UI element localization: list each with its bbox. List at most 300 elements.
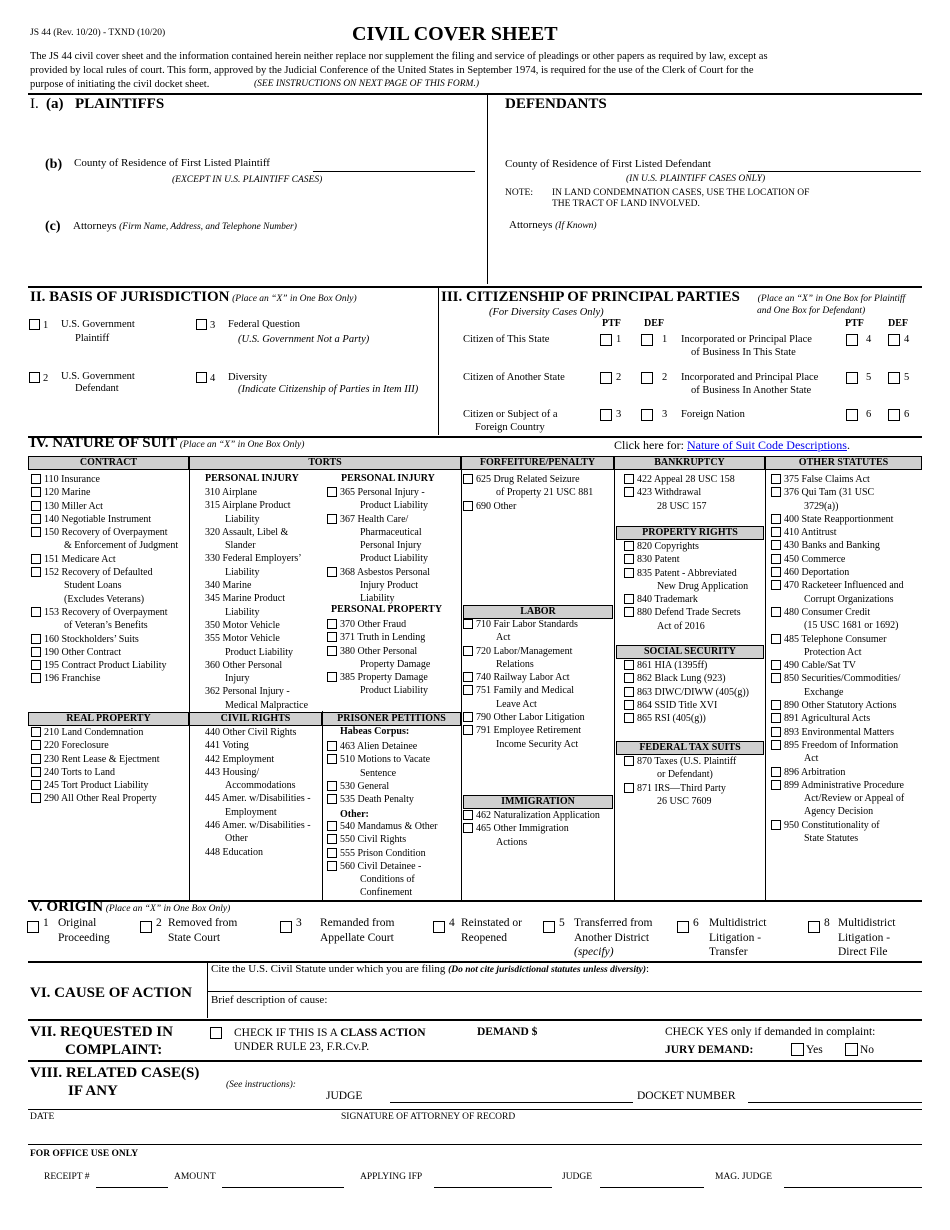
def-num: 2 [662, 372, 668, 383]
class-action-label: CHECK IF THIS IS A CLASS ACTION [234, 1027, 426, 1039]
nos-item-text: Act/Review or Appeal of [804, 793, 905, 805]
def-header-2: DEF [888, 318, 908, 329]
nos-item[interactable] [476, 822, 600, 849]
origin-label: Reinstated or Reopened [461, 917, 522, 944]
jurisdiction-4-note: (Indicate Citizenship of Parties in Item III) [238, 384, 419, 395]
nos-item[interactable] [784, 672, 904, 699]
section-ii-title: II. BASIS OF JURISDICTION (Place an “X” in One Box Only) [30, 289, 357, 305]
nos-item-text: 540 Mandamus & Other [340, 821, 438, 832]
jurisdiction-3-note: (U.S. Government Not a Party) [238, 334, 370, 345]
nos-checkbox[interactable] [624, 783, 634, 793]
nos-checkbox[interactable] [771, 474, 781, 484]
amount-field[interactable] [222, 1187, 344, 1188]
nos-item[interactable] [784, 659, 904, 672]
nos-checkbox[interactable] [771, 727, 781, 737]
nos-item[interactable] [784, 819, 904, 846]
nos-checkbox[interactable] [624, 487, 634, 497]
brief-description-label: Brief description of cause: [211, 994, 328, 1006]
nos-item-text: 210 Land Condemnation [44, 727, 144, 738]
nos-checkbox[interactable] [624, 474, 634, 484]
nos-item[interactable] [784, 726, 904, 739]
nos-item[interactable] [205, 792, 311, 819]
origin-2-checkbox[interactable] [140, 921, 152, 933]
jury-no-checkbox[interactable] [845, 1043, 858, 1056]
class-action-checkbox[interactable] [210, 1027, 222, 1039]
nos-checkbox[interactable] [463, 619, 473, 629]
attorneys-plaintiff: Attorneys (Firm Name, Address, and Telephone Number) [73, 220, 297, 232]
nos-item[interactable] [205, 499, 308, 526]
section-iii-title: III. CITIZENSHIP OF PRINCIPAL PARTIES [441, 289, 740, 305]
social-security-list [637, 659, 749, 725]
nos-checkbox[interactable] [771, 713, 781, 723]
nos-item[interactable] [637, 486, 735, 513]
nos-item[interactable] [44, 779, 160, 792]
nos-item[interactable] [784, 553, 904, 566]
nos-item[interactable] [784, 486, 904, 513]
jurisdiction-4-label: Diversity [228, 372, 268, 383]
nos-item-text: 690 Other [476, 500, 517, 512]
section-i-b: (b) [45, 157, 63, 172]
nos-checkbox[interactable] [624, 541, 634, 551]
nos-checkbox[interactable] [463, 474, 473, 484]
origin-label: Remanded from Appellate Court [320, 917, 395, 944]
mag-judge-label: MAG. JUDGE [715, 1172, 772, 1182]
nos-item-text: 448 Education [205, 846, 264, 858]
nos-item[interactable] [340, 618, 430, 631]
nos-checkbox[interactable] [327, 741, 337, 751]
nos-checkbox[interactable] [31, 647, 41, 657]
nos-item-text: Accommodations [225, 780, 296, 792]
contract-list [44, 473, 178, 686]
nos-checkbox[interactable] [624, 554, 634, 564]
ptf-header-1: PTF [602, 318, 621, 329]
docket-number-field[interactable] [748, 1102, 922, 1103]
nos-item-text: 840 Trademark [637, 594, 698, 606]
nos-item[interactable] [44, 766, 160, 779]
nos-item[interactable] [205, 526, 308, 553]
jurisdiction-2-checkbox[interactable] [29, 372, 40, 383]
nos-item-text: New Drug Application [657, 580, 749, 592]
nos-item[interactable] [44, 526, 178, 553]
nos-item[interactable] [784, 526, 904, 539]
jurisdiction-4-num: 4 [210, 373, 216, 384]
nos-item-text: 470 Racketeer Influenced and [784, 580, 904, 592]
nos-checkbox[interactable] [624, 660, 634, 670]
nos-item[interactable] [784, 566, 904, 579]
defendant-county-note: (IN U.S. PLAINTIFF CASES ONLY) [626, 174, 766, 184]
nos-checkbox[interactable] [771, 700, 781, 710]
nos-item[interactable] [44, 672, 178, 685]
receipt-field[interactable] [96, 1187, 168, 1188]
nos-item[interactable] [44, 606, 178, 633]
nos-item-text: Product Liability [360, 500, 429, 512]
ptf-6-checkbox[interactable] [846, 409, 858, 421]
nos-checkbox[interactable] [771, 554, 781, 564]
nos-checkbox[interactable] [624, 687, 634, 697]
nos-checkbox[interactable] [624, 568, 634, 578]
nos-item-text: 315 Airplane Product [205, 500, 291, 512]
nos-checkbox[interactable] [463, 823, 473, 833]
defendant-county-label: County of Residence of First Listed Defendant [505, 158, 711, 170]
nos-item[interactable] [637, 699, 749, 712]
nos-checkbox[interactable] [327, 672, 337, 682]
related-judge-field[interactable] [390, 1102, 633, 1103]
nos-item[interactable] [340, 780, 430, 793]
nos-item-text: 899 Administrative Procedure [784, 779, 904, 791]
origin-label: Original Proceeding [58, 917, 110, 944]
nos-checkbox[interactable] [31, 607, 41, 617]
nos-item[interactable] [340, 793, 430, 806]
nos-code-descriptions-link[interactable]: Nature of Suit Code Descriptions [686, 438, 847, 452]
nos-item[interactable] [44, 486, 178, 499]
nos-checkbox[interactable] [624, 594, 634, 604]
nos-item[interactable] [637, 686, 749, 699]
jury-no-label: No [860, 1044, 875, 1056]
nos-item[interactable] [637, 593, 748, 606]
nos-checkbox[interactable] [771, 487, 781, 497]
nos-item-text: 880 Defend Trade Secrets [637, 607, 741, 619]
nos-item[interactable] [784, 739, 904, 766]
nos-checkbox[interactable] [771, 607, 781, 617]
nos-item[interactable] [340, 566, 430, 606]
nos-item[interactable] [205, 659, 308, 686]
nos-item[interactable] [44, 739, 160, 752]
nos-item-text: Pharmaceutical [360, 526, 422, 538]
nos-checkbox[interactable] [327, 848, 337, 858]
def-6-checkbox[interactable] [888, 409, 900, 421]
nos-item[interactable] [44, 566, 178, 606]
def-3-checkbox[interactable] [641, 409, 653, 421]
other-statutes-header: OTHER STATUTES [765, 456, 922, 470]
nos-item-text: 485 Telephone Consumer [784, 633, 887, 645]
jurisdiction-3-checkbox[interactable] [196, 319, 207, 330]
origin-label: Transferred from Another District (specify) [574, 917, 653, 958]
nos-item[interactable] [476, 500, 593, 513]
amount-label: AMOUNT [174, 1172, 216, 1182]
nos-item-text: 151 Medicare Act [44, 553, 116, 565]
nos-item-text: 375 False Claims Act [784, 474, 870, 485]
nos-item-text: Protection Act [804, 646, 862, 658]
intro-line-2: provided by local rules of court. This form, approved by the Judicial Conference of the United States in September 1974, is required for the use of the Clerk of Court for the [30, 65, 754, 76]
nos-item-text: 345 Marine Product [205, 593, 285, 605]
nos-item[interactable] [340, 833, 438, 846]
nos-item-text: 865 RSI (405(g)) [637, 713, 706, 725]
nos-checkbox[interactable] [463, 646, 473, 656]
nos-checkbox[interactable] [771, 767, 781, 777]
origin-5-checkbox[interactable] [543, 921, 555, 933]
nos-checkbox[interactable] [327, 646, 337, 656]
def-2-checkbox[interactable] [641, 372, 653, 384]
nos-item[interactable] [205, 486, 308, 499]
nos-item-text: 26 USC 7609 [657, 795, 712, 807]
nos-checkbox[interactable] [31, 514, 41, 524]
nos-item[interactable] [784, 699, 904, 712]
nos-item[interactable] [637, 553, 748, 566]
office-judge-field[interactable] [600, 1187, 704, 1188]
receipt-label: RECEIPT # [44, 1172, 90, 1182]
def-num-2: 5 [904, 372, 910, 383]
ptf-3-checkbox[interactable] [600, 409, 612, 421]
nos-checkbox[interactable] [624, 673, 634, 683]
nos-checkbox[interactable] [463, 810, 473, 820]
nos-item[interactable] [205, 846, 311, 859]
nos-item[interactable] [476, 711, 585, 724]
nos-checkbox[interactable] [327, 487, 337, 497]
nos-item[interactable] [340, 513, 430, 566]
nos-checkbox[interactable] [31, 567, 41, 577]
nos-item[interactable] [44, 473, 178, 486]
nos-checkbox[interactable] [771, 634, 781, 644]
nos-checkbox[interactable] [463, 672, 473, 682]
nos-item[interactable] [637, 473, 735, 486]
origin-label: Removed from State Court [168, 917, 238, 944]
nos-item[interactable] [205, 766, 311, 793]
nos-item[interactable] [637, 567, 748, 594]
origin-4-checkbox[interactable] [433, 921, 445, 933]
nos-item[interactable] [340, 486, 430, 513]
nos-checkbox[interactable] [31, 527, 41, 537]
nos-item[interactable] [784, 539, 904, 552]
nos-checkbox[interactable] [624, 756, 634, 766]
nos-checkbox[interactable] [31, 474, 41, 484]
nos-item-text: Relations [496, 658, 534, 670]
mag-judge-field[interactable] [784, 1187, 922, 1188]
nos-item-text: 220 Foreclosure [44, 740, 109, 752]
nos-item[interactable] [340, 753, 430, 780]
nos-checkbox[interactable] [624, 713, 634, 723]
nos-item[interactable] [340, 631, 430, 644]
nos-checkbox[interactable] [31, 501, 41, 511]
nos-item-text: 422 Appeal 28 USC 158 [637, 474, 735, 485]
nos-item[interactable] [476, 684, 585, 711]
nos-item[interactable] [637, 672, 749, 685]
nos-item[interactable] [784, 513, 904, 526]
nos-checkbox[interactable] [771, 514, 781, 524]
nos-checkbox[interactable] [771, 740, 781, 750]
section-iv-title: IV. NATURE OF SUIT (Place an “X” in One Box Only) [30, 435, 305, 451]
nos-checkbox[interactable] [31, 487, 41, 497]
nos-checkbox[interactable] [771, 820, 781, 830]
nos-item[interactable] [44, 753, 160, 766]
defendant-county-field[interactable] [748, 171, 921, 172]
nos-checkbox[interactable] [463, 501, 473, 511]
nos-item-text: 891 Agricultural Acts [784, 713, 871, 725]
ifp-field[interactable] [434, 1187, 552, 1188]
nos-item-text: 720 Labor/Management [476, 645, 573, 657]
nos-item[interactable] [340, 860, 438, 900]
nos-checkbox[interactable] [327, 861, 337, 871]
nos-item[interactable] [44, 659, 178, 672]
nos-item[interactable] [784, 633, 904, 660]
origin-6-checkbox[interactable] [677, 921, 689, 933]
nos-item-text: Product Liability [225, 646, 294, 658]
nos-item[interactable] [44, 553, 178, 566]
nos-item[interactable] [637, 659, 749, 672]
nos-item[interactable] [340, 740, 430, 753]
nos-checkbox[interactable] [463, 712, 473, 722]
ifp-label: APPLYING IFP [360, 1172, 423, 1182]
nos-item[interactable] [205, 726, 311, 739]
nos-item[interactable] [784, 766, 904, 779]
nos-checkbox[interactable] [771, 673, 781, 683]
prisoner-other-list [340, 820, 438, 900]
nos-checkbox[interactable] [327, 754, 337, 764]
nos-checkbox[interactable] [463, 725, 473, 735]
nos-item[interactable] [784, 712, 904, 725]
nos-checkbox[interactable] [624, 607, 634, 617]
nos-checkbox[interactable] [771, 660, 781, 670]
nos-checkbox[interactable] [31, 793, 41, 803]
nos-item[interactable] [784, 779, 904, 819]
nos-item[interactable] [637, 782, 736, 809]
ptf-1-checkbox[interactable] [600, 334, 612, 346]
nos-checkbox[interactable] [31, 727, 41, 737]
nos-item[interactable] [205, 819, 311, 846]
nos-item-text: 460 Deportation [784, 567, 850, 579]
nos-item[interactable] [205, 632, 308, 659]
ptf-4-checkbox[interactable] [846, 334, 858, 346]
nos-item-text: 791 Employee Retirement [476, 725, 581, 737]
nos-item-text: Injury Product [360, 580, 419, 592]
nos-checkbox[interactable] [327, 794, 337, 804]
origin-num: 6 [693, 917, 699, 929]
nos-item[interactable] [205, 685, 308, 712]
origin-1-checkbox[interactable] [27, 921, 39, 933]
nos-item-text: 443 Housing/ [205, 766, 260, 778]
nos-item[interactable] [476, 671, 585, 684]
signature-label: SIGNATURE OF ATTORNEY OF RECORD [341, 1112, 516, 1122]
ptf-5-checkbox[interactable] [846, 372, 858, 384]
def-5-checkbox[interactable] [888, 372, 900, 384]
nos-item[interactable] [476, 724, 585, 751]
nos-item-text: 740 Railway Labor Act [476, 672, 570, 684]
nos-item[interactable] [476, 618, 585, 645]
citizenship-label: Citizen or Subject of a Foreign Country [463, 409, 558, 433]
nos-item[interactable] [44, 513, 178, 526]
nos-item[interactable] [476, 473, 593, 500]
nos-item-text: 830 Patent [637, 554, 680, 566]
nos-item-text: Act [496, 632, 511, 644]
nos-item[interactable] [205, 552, 308, 579]
nos-item[interactable] [205, 579, 308, 592]
nos-item[interactable] [44, 792, 160, 805]
nos-item-text: Act of 2016 [657, 620, 705, 632]
nos-checkbox[interactable] [327, 821, 337, 831]
nos-item-text: 440 Other Civil Rights [205, 727, 297, 738]
def-1-checkbox[interactable] [641, 334, 653, 346]
jurisdiction-4-checkbox[interactable] [196, 372, 207, 383]
nos-item-text: 535 Death Penalty [340, 794, 414, 806]
nos-item-text: 120 Marine [44, 487, 91, 499]
ptf-2-checkbox[interactable] [600, 372, 612, 384]
origin-8-checkbox[interactable] [808, 921, 820, 933]
nos-checkbox[interactable] [771, 540, 781, 550]
nos-checkbox[interactable] [31, 673, 41, 683]
nos-checkbox[interactable] [31, 660, 41, 670]
nos-checkbox[interactable] [31, 554, 41, 564]
nos-checkbox[interactable] [327, 514, 337, 524]
nos-checkbox[interactable] [327, 834, 337, 844]
nos-link-line: Click here for: Nature of Suit Code Descriptions. [614, 438, 850, 452]
nos-item[interactable] [44, 633, 178, 646]
entity-label: Incorporated and Principal Place of Business In Another State [681, 372, 819, 396]
origin-3-checkbox[interactable] [280, 921, 292, 933]
nos-item[interactable] [205, 739, 311, 752]
nos-item[interactable] [205, 592, 308, 619]
nos-item-text: 150 Recovery of Overpayment [44, 527, 168, 539]
nos-item[interactable] [784, 579, 904, 606]
nos-item[interactable] [340, 645, 430, 672]
nos-item-text: 463 Alien Detainee [340, 741, 418, 752]
nos-item-text: Act [804, 753, 819, 765]
nos-item[interactable] [340, 671, 430, 698]
nos-item[interactable] [784, 473, 904, 486]
nos-item[interactable] [637, 540, 748, 553]
nos-item-text: 310 Airplane [205, 487, 257, 498]
nos-checkbox[interactable] [327, 567, 337, 577]
nos-item[interactable] [44, 646, 178, 659]
nos-item[interactable] [44, 726, 160, 739]
nos-checkbox[interactable] [771, 527, 781, 537]
nos-checkbox[interactable] [31, 754, 41, 764]
def-4-checkbox[interactable] [888, 334, 900, 346]
nos-checkbox[interactable] [31, 740, 41, 750]
torts-header: TORTS [189, 456, 461, 470]
nos-item[interactable] [205, 619, 308, 632]
nos-checkbox[interactable] [31, 767, 41, 777]
nos-item[interactable] [784, 606, 904, 633]
nos-item-text: Slander [225, 540, 256, 552]
instructions-note: (SEE INSTRUCTIONS ON NEXT PAGE OF THIS FORM.) [254, 79, 480, 89]
nos-item[interactable] [637, 755, 736, 782]
nos-item-text: 245 Tort Product Liability [44, 780, 149, 792]
jury-demand-label: JURY DEMAND: [665, 1044, 754, 1056]
nos-checkbox[interactable] [327, 619, 337, 629]
nos-item[interactable] [637, 712, 749, 725]
nos-item-text: 850 Securities/Commodities/ [784, 673, 901, 685]
nos-item-text: 385 Property Damage [340, 672, 428, 684]
nos-checkbox[interactable] [771, 580, 781, 590]
nos-checkbox[interactable] [31, 780, 41, 790]
nos-item[interactable] [205, 753, 311, 766]
nos-checkbox[interactable] [771, 567, 781, 577]
nos-item[interactable] [637, 606, 748, 633]
office-use-label: FOR OFFICE USE ONLY [30, 1149, 139, 1159]
nos-item-text: Employment [225, 806, 277, 818]
nos-checkbox[interactable] [327, 632, 337, 642]
federal-tax-header: FEDERAL TAX SUITS [616, 741, 764, 755]
section-i-c: (c) [45, 219, 61, 234]
ptf-num-2: 6 [866, 409, 872, 420]
nos-checkbox[interactable] [624, 700, 634, 710]
nos-checkbox[interactable] [31, 634, 41, 644]
nos-checkbox[interactable] [771, 780, 781, 790]
jurisdiction-1-checkbox[interactable] [29, 319, 40, 330]
nos-checkbox[interactable] [327, 781, 337, 791]
plaintiff-county-field[interactable] [313, 171, 475, 172]
section-i-a: (a) [46, 96, 64, 112]
nos-item-text: Agency Decision [804, 806, 874, 818]
section-iii-sub: (For Diversity Cases Only) [489, 307, 604, 318]
def-header-1: DEF [644, 318, 664, 329]
nos-item[interactable] [340, 847, 438, 860]
nos-item[interactable] [476, 809, 600, 822]
nos-checkbox[interactable] [463, 685, 473, 695]
nos-item[interactable] [476, 645, 585, 672]
nos-item[interactable] [340, 820, 438, 833]
jury-yes-checkbox[interactable] [791, 1043, 804, 1056]
nos-item[interactable] [44, 500, 178, 513]
